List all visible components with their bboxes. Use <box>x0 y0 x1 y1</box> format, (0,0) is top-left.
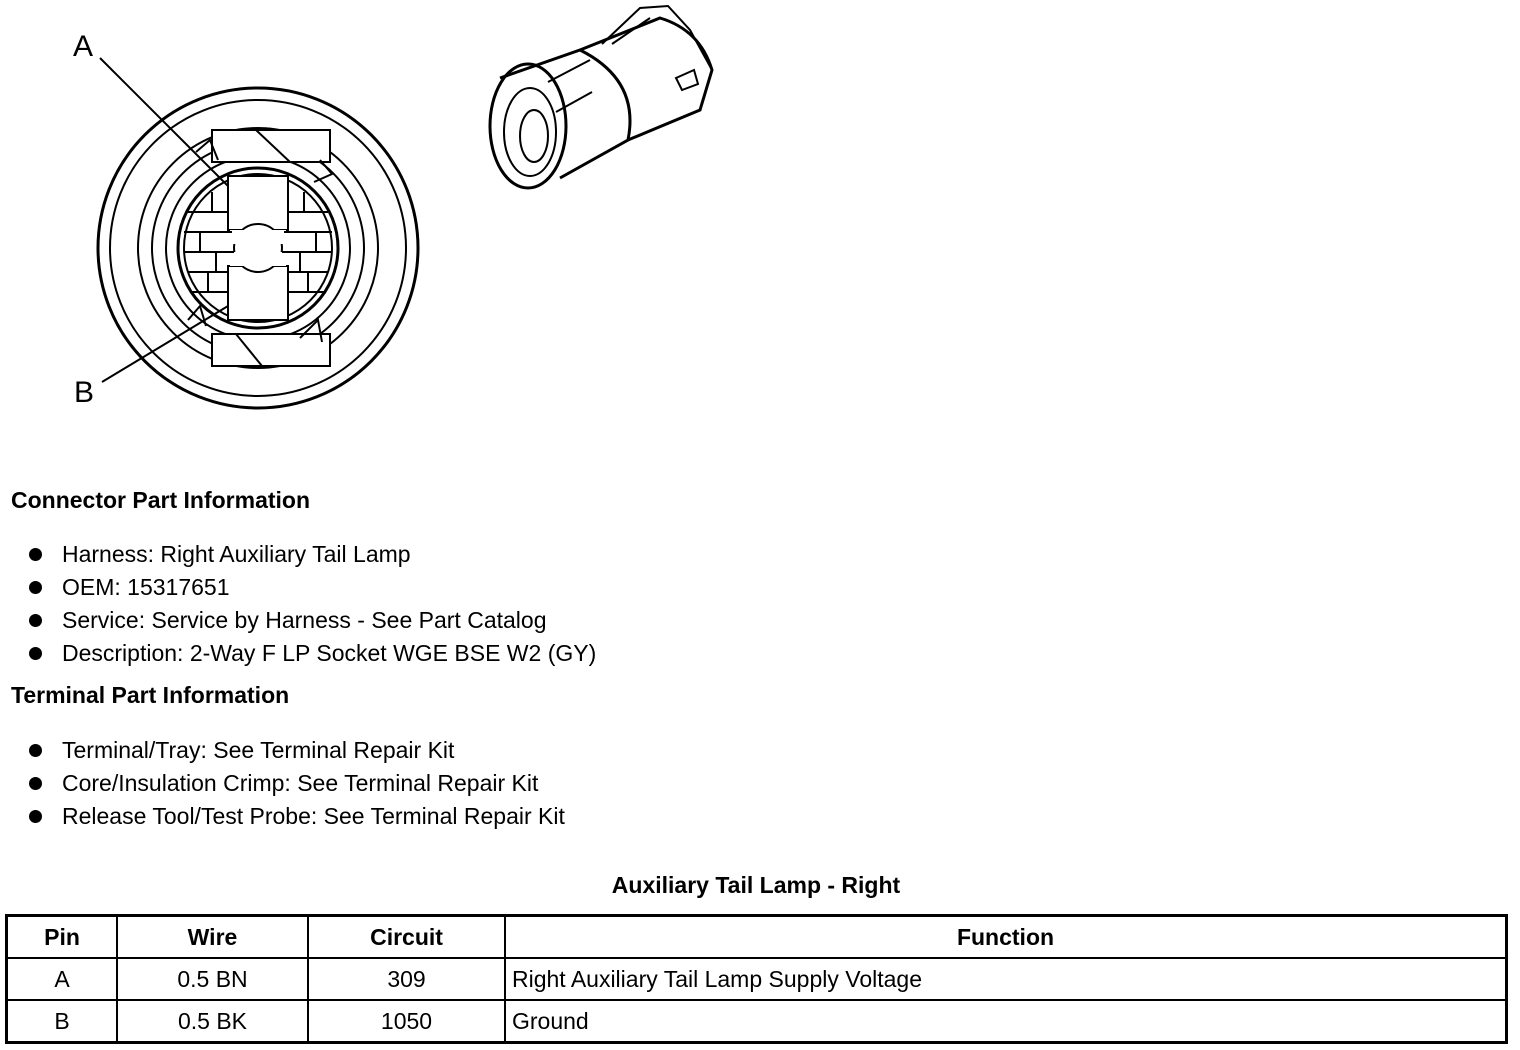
list-item <box>27 637 596 670</box>
bullet-icon <box>29 744 42 757</box>
list-item <box>27 734 565 767</box>
list-item-text: Terminal/Tray: See Terminal Repair Kit <box>62 737 455 763</box>
table-row <box>7 1000 1507 1043</box>
cell-circuit: 309 <box>308 958 505 1000</box>
bullet-icon <box>29 810 42 823</box>
header-function: Function <box>505 916 1507 959</box>
pin-table-title: Auxiliary Tail Lamp - Right <box>611 872 901 898</box>
list-item-text: Core/Insulation Crimp: See Terminal Repair Kit <box>62 770 539 796</box>
cell-circuit: 1050 <box>308 1000 505 1043</box>
list-item <box>27 538 596 571</box>
list-item <box>27 604 596 637</box>
header-circuit: Circuit <box>308 916 505 959</box>
connector-info-list <box>27 538 596 670</box>
list-item <box>27 800 565 833</box>
connector-illustration <box>0 0 760 430</box>
terminal-info-list <box>27 734 565 833</box>
header-wire: Wire <box>117 916 308 959</box>
bullet-icon <box>29 614 42 627</box>
bullet-icon <box>29 581 42 594</box>
pin-b-callout: B <box>74 376 95 409</box>
table-row <box>7 958 1507 1000</box>
cell-function: Ground <box>505 1000 1507 1043</box>
header-pin: Pin <box>7 916 118 959</box>
list-item <box>27 767 565 800</box>
pin-a-callout: A <box>73 30 94 63</box>
table-header-row <box>7 916 1507 959</box>
list-item-text: Release Tool/Test Probe: See Terminal Repair Kit <box>62 803 565 829</box>
cell-wire: 0.5 BK <box>117 1000 308 1043</box>
list-item-text: Harness: Right Auxiliary Tail Lamp <box>62 541 411 567</box>
cell-wire: 0.5 BN <box>117 958 308 1000</box>
cell-pin: B <box>7 1000 118 1043</box>
bullet-icon <box>29 777 42 790</box>
list-item <box>27 571 596 604</box>
pin-table <box>5 914 1508 1044</box>
connector-info-heading: Connector Part Information <box>11 487 311 513</box>
terminal-info-heading: Terminal Part Information <box>11 682 290 708</box>
bullet-icon <box>29 647 42 660</box>
list-item-text: Description: 2-Way F LP Socket WGE BSE W2 (GY) <box>62 640 597 666</box>
list-item-text: OEM: 15317651 <box>62 574 230 600</box>
cell-pin: A <box>7 958 118 1000</box>
list-item-text: Service: Service by Harness - See Part Catalog <box>62 607 547 633</box>
bullet-icon <box>29 548 42 561</box>
cell-function: Right Auxiliary Tail Lamp Supply Voltage <box>505 958 1507 1000</box>
